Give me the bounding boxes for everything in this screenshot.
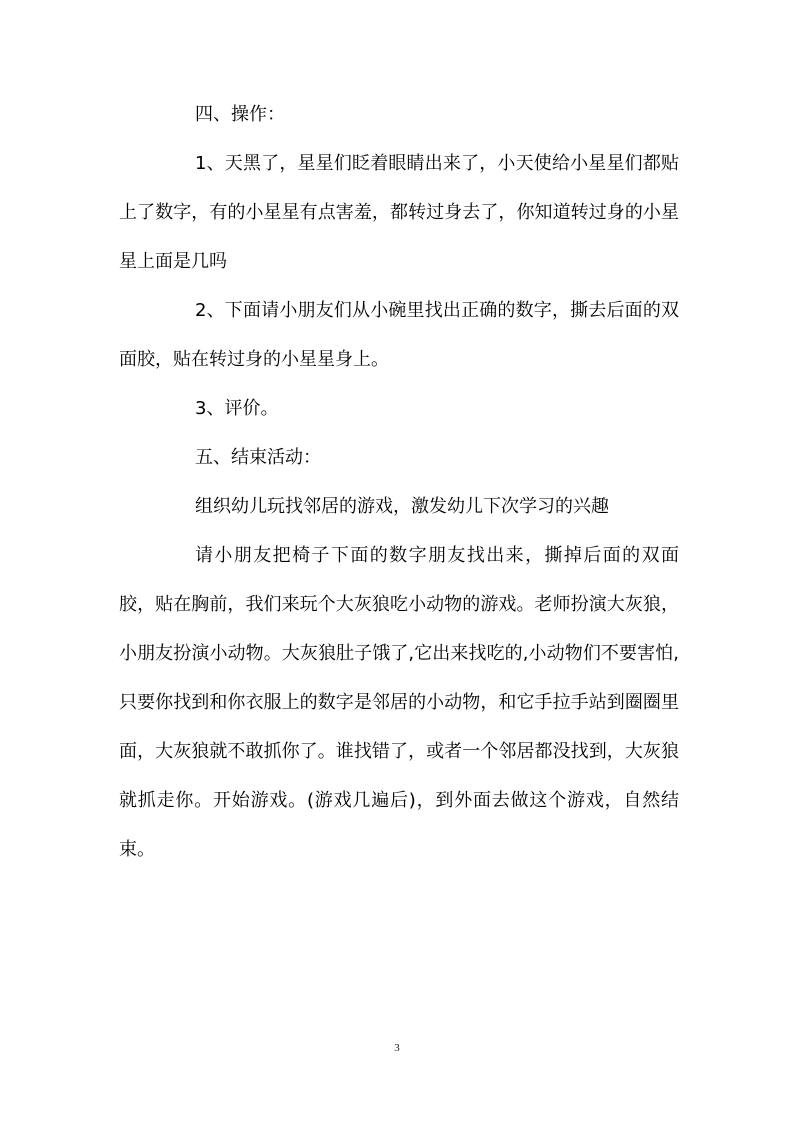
paragraph-step-3: 3、评价。 [195,398,279,419]
section-heading-operation: 四、操作： [195,104,285,125]
paragraph-game-intro: 组织幼儿玩找邻居的游戏，激发幼儿下次学习的兴趣 [195,496,609,517]
paragraph-step-2: 2、下面请小朋友们从小碗里找出正确的数字，撕去后面的双面胶，贴在转过身的小星星身上。 [119,300,679,370]
document-body [119,90,679,874]
page-number: 3 [394,1042,400,1054]
section-heading-ending: 五、结束活动： [195,447,321,468]
paragraph-step-1: 1、天黑了，星星们眨着眼睛出来了，小天使给小星星们都贴上了数字，有的小星星有点害羞，都转过身去了，你知道转过身的小星星上面是几吗 [119,153,679,272]
paragraph-game-description: 请小朋友把椅子下面的数字朋友找出来，撕掉后面的双面胶，贴在胸前，我们来玩个大灰狼吃小动物的游戏。老师扮演大灰狼，小朋友扮演小动物。大灰狼肚子饿了,它出来找吃的,小动物们不要害怕,只要你找到和你衣服上的数字是邻居的小动物，和它手拉手站到圈圈里面，大灰狼就不敢抓你了。谁找错了，或者一个邻居都没找到，大灰狼就抓走你。开始游戏。(游戏几遍后)，到外面去做这个游戏，自然结束。 [119,545,679,860]
